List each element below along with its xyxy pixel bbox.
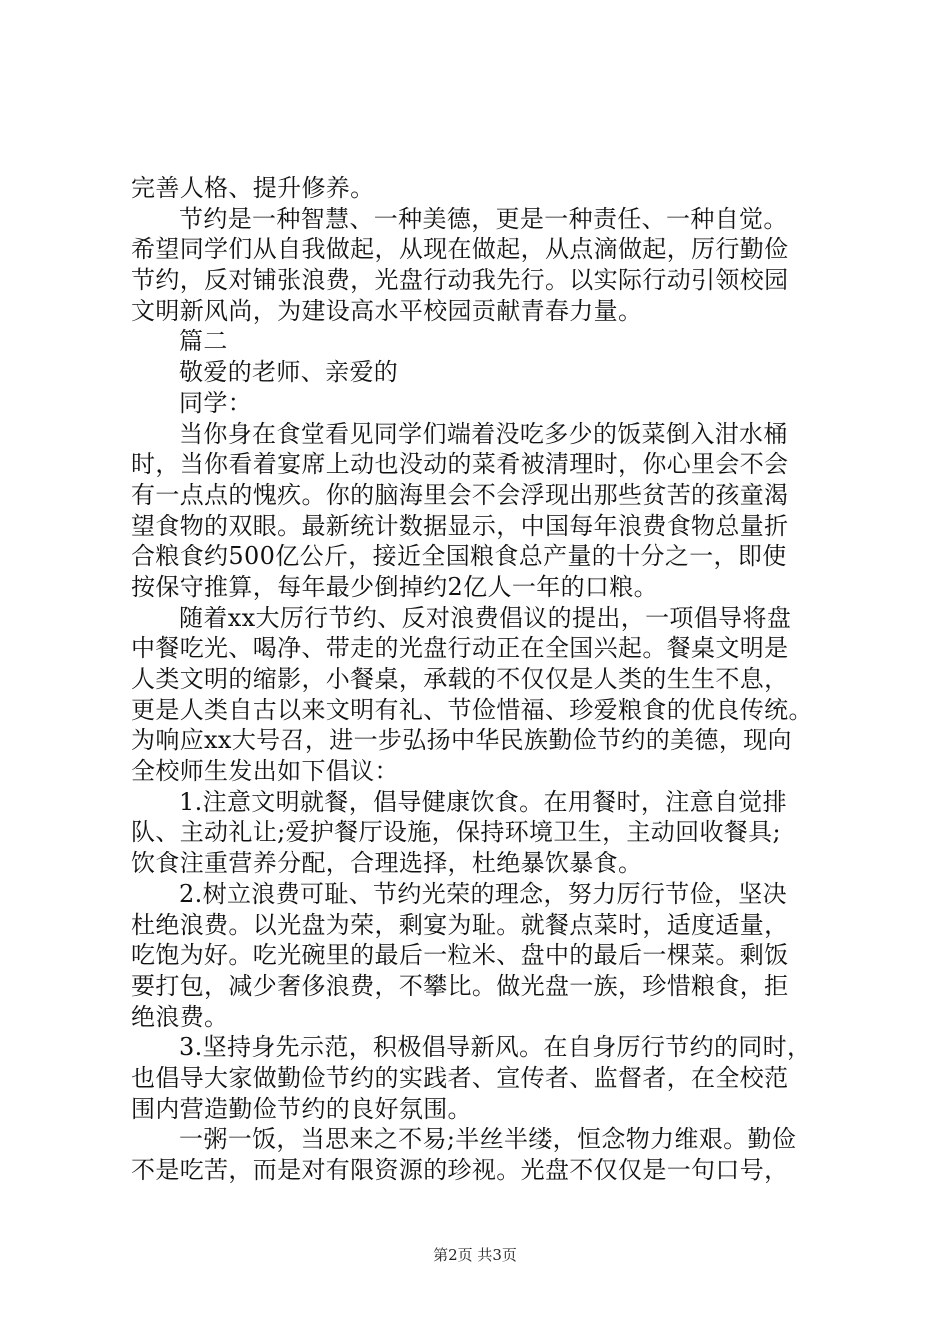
text-line: 杜绝浪费。以光盘为荣，剩宴为耻。就餐点菜时，适度适量， bbox=[131, 910, 789, 939]
text-line: 不是吃苦，而是对有限资源的珍视。光盘不仅仅是一句口号， bbox=[131, 1156, 789, 1184]
text-line: 中餐吃光、喝净、带走的光盘行动正在全国兴起。餐桌文明是 bbox=[131, 634, 789, 663]
text-line: 围内营造勤俭节约的良好氛围。 bbox=[131, 1094, 472, 1123]
text-line: 望食物的双眼。最新统计数据显示，中国每年浪费食物总量折 bbox=[131, 511, 789, 540]
text-line: 为响应xx大号召，进一步弘扬中华民族勤俭节约的美德，现向 bbox=[131, 726, 792, 755]
text-line: 按保守推算，每年最少倒掉约2亿人一年的口粮。 bbox=[131, 572, 658, 601]
text-line: 一粥一饭，当思来之不易;半丝半缕，恒念物力维艰。勤俭 bbox=[179, 1125, 797, 1154]
text-line: 2.树立浪费可耻、节约光荣的理念，努力厉行节俭，坚决 bbox=[179, 879, 787, 908]
text-line: 吃饱为好。吃光碗里的最后一粒米、盘中的最后一棵菜。剩饭 bbox=[131, 941, 789, 970]
text-line: 文明新风尚，为建设高水平校园贡献青春力量。 bbox=[131, 296, 643, 325]
text-line: 队、主动礼让;爱护餐厅设施，保持环境卫生，主动回收餐具; bbox=[131, 818, 781, 847]
document-body bbox=[131, 173, 831, 1186]
text-line: 完善人格、提升修养。 bbox=[131, 174, 375, 202]
text-line: 有一点点的愧疚。你的脑海里会不会浮现出那些贫苦的孩童渴 bbox=[131, 480, 789, 509]
text-line: 要打包，减少奢侈浪费，不攀比。做光盘一族，珍惜粮食，拒 bbox=[131, 971, 789, 1000]
text-line: 篇二 bbox=[179, 327, 228, 356]
text-line: 节约，反对铺张浪费，光盘行动我先行。以实际行动引领校园 bbox=[131, 266, 789, 295]
text-line: 随着xx大厉行节约、反对浪费倡议的提出，一项倡导将盘 bbox=[179, 603, 792, 632]
text-line: 敬爱的老师、亲爱的 bbox=[179, 358, 399, 387]
text-line: 饮食注重营养分配，合理选择，杜绝暴饮暴食。 bbox=[131, 849, 643, 878]
text-line: 合粮食约500亿公斤，接近全国粮食总产量的十分之一，即使 bbox=[131, 542, 787, 571]
text-line: 当你身在食堂看见同学们端着没吃多少的饭菜倒入泔水桶 bbox=[179, 419, 788, 448]
text-line: 绝浪费。 bbox=[131, 1002, 229, 1031]
text-line: 节约是一种智慧、一种美德，更是一种责任、一种自觉。 bbox=[179, 204, 788, 233]
text-line: 3.坚持身先示范，积极倡导新风。在自身厉行节约的同时， bbox=[179, 1033, 812, 1062]
text-line: 人类文明的缩影，小餐桌，承载的不仅仅是人类的生生不息， bbox=[131, 665, 789, 693]
text-line: 同学： bbox=[179, 388, 253, 417]
text-line: 1.注意文明就餐，倡导健康饮食。在用餐时，注意自觉排 bbox=[179, 787, 787, 816]
text-line: 时，当你看着宴席上动也没动的菜肴被清理时，你心里会不会 bbox=[131, 450, 789, 479]
page-footer: 第2页 共3页 bbox=[433, 1246, 517, 1264]
text-line: 全校师生发出如下倡议： bbox=[131, 757, 399, 786]
text-line: 更是人类自古以来文明有礼、节俭惜福、珍爱粮食的优良传统。 bbox=[131, 695, 813, 724]
text-line: 也倡导大家做勤俭节约的实践者、宣传者、监督者，在全校范 bbox=[131, 1063, 789, 1092]
text-line: 希望同学们从自我做起，从现在做起，从点滴做起，厉行勤俭 bbox=[131, 235, 789, 264]
